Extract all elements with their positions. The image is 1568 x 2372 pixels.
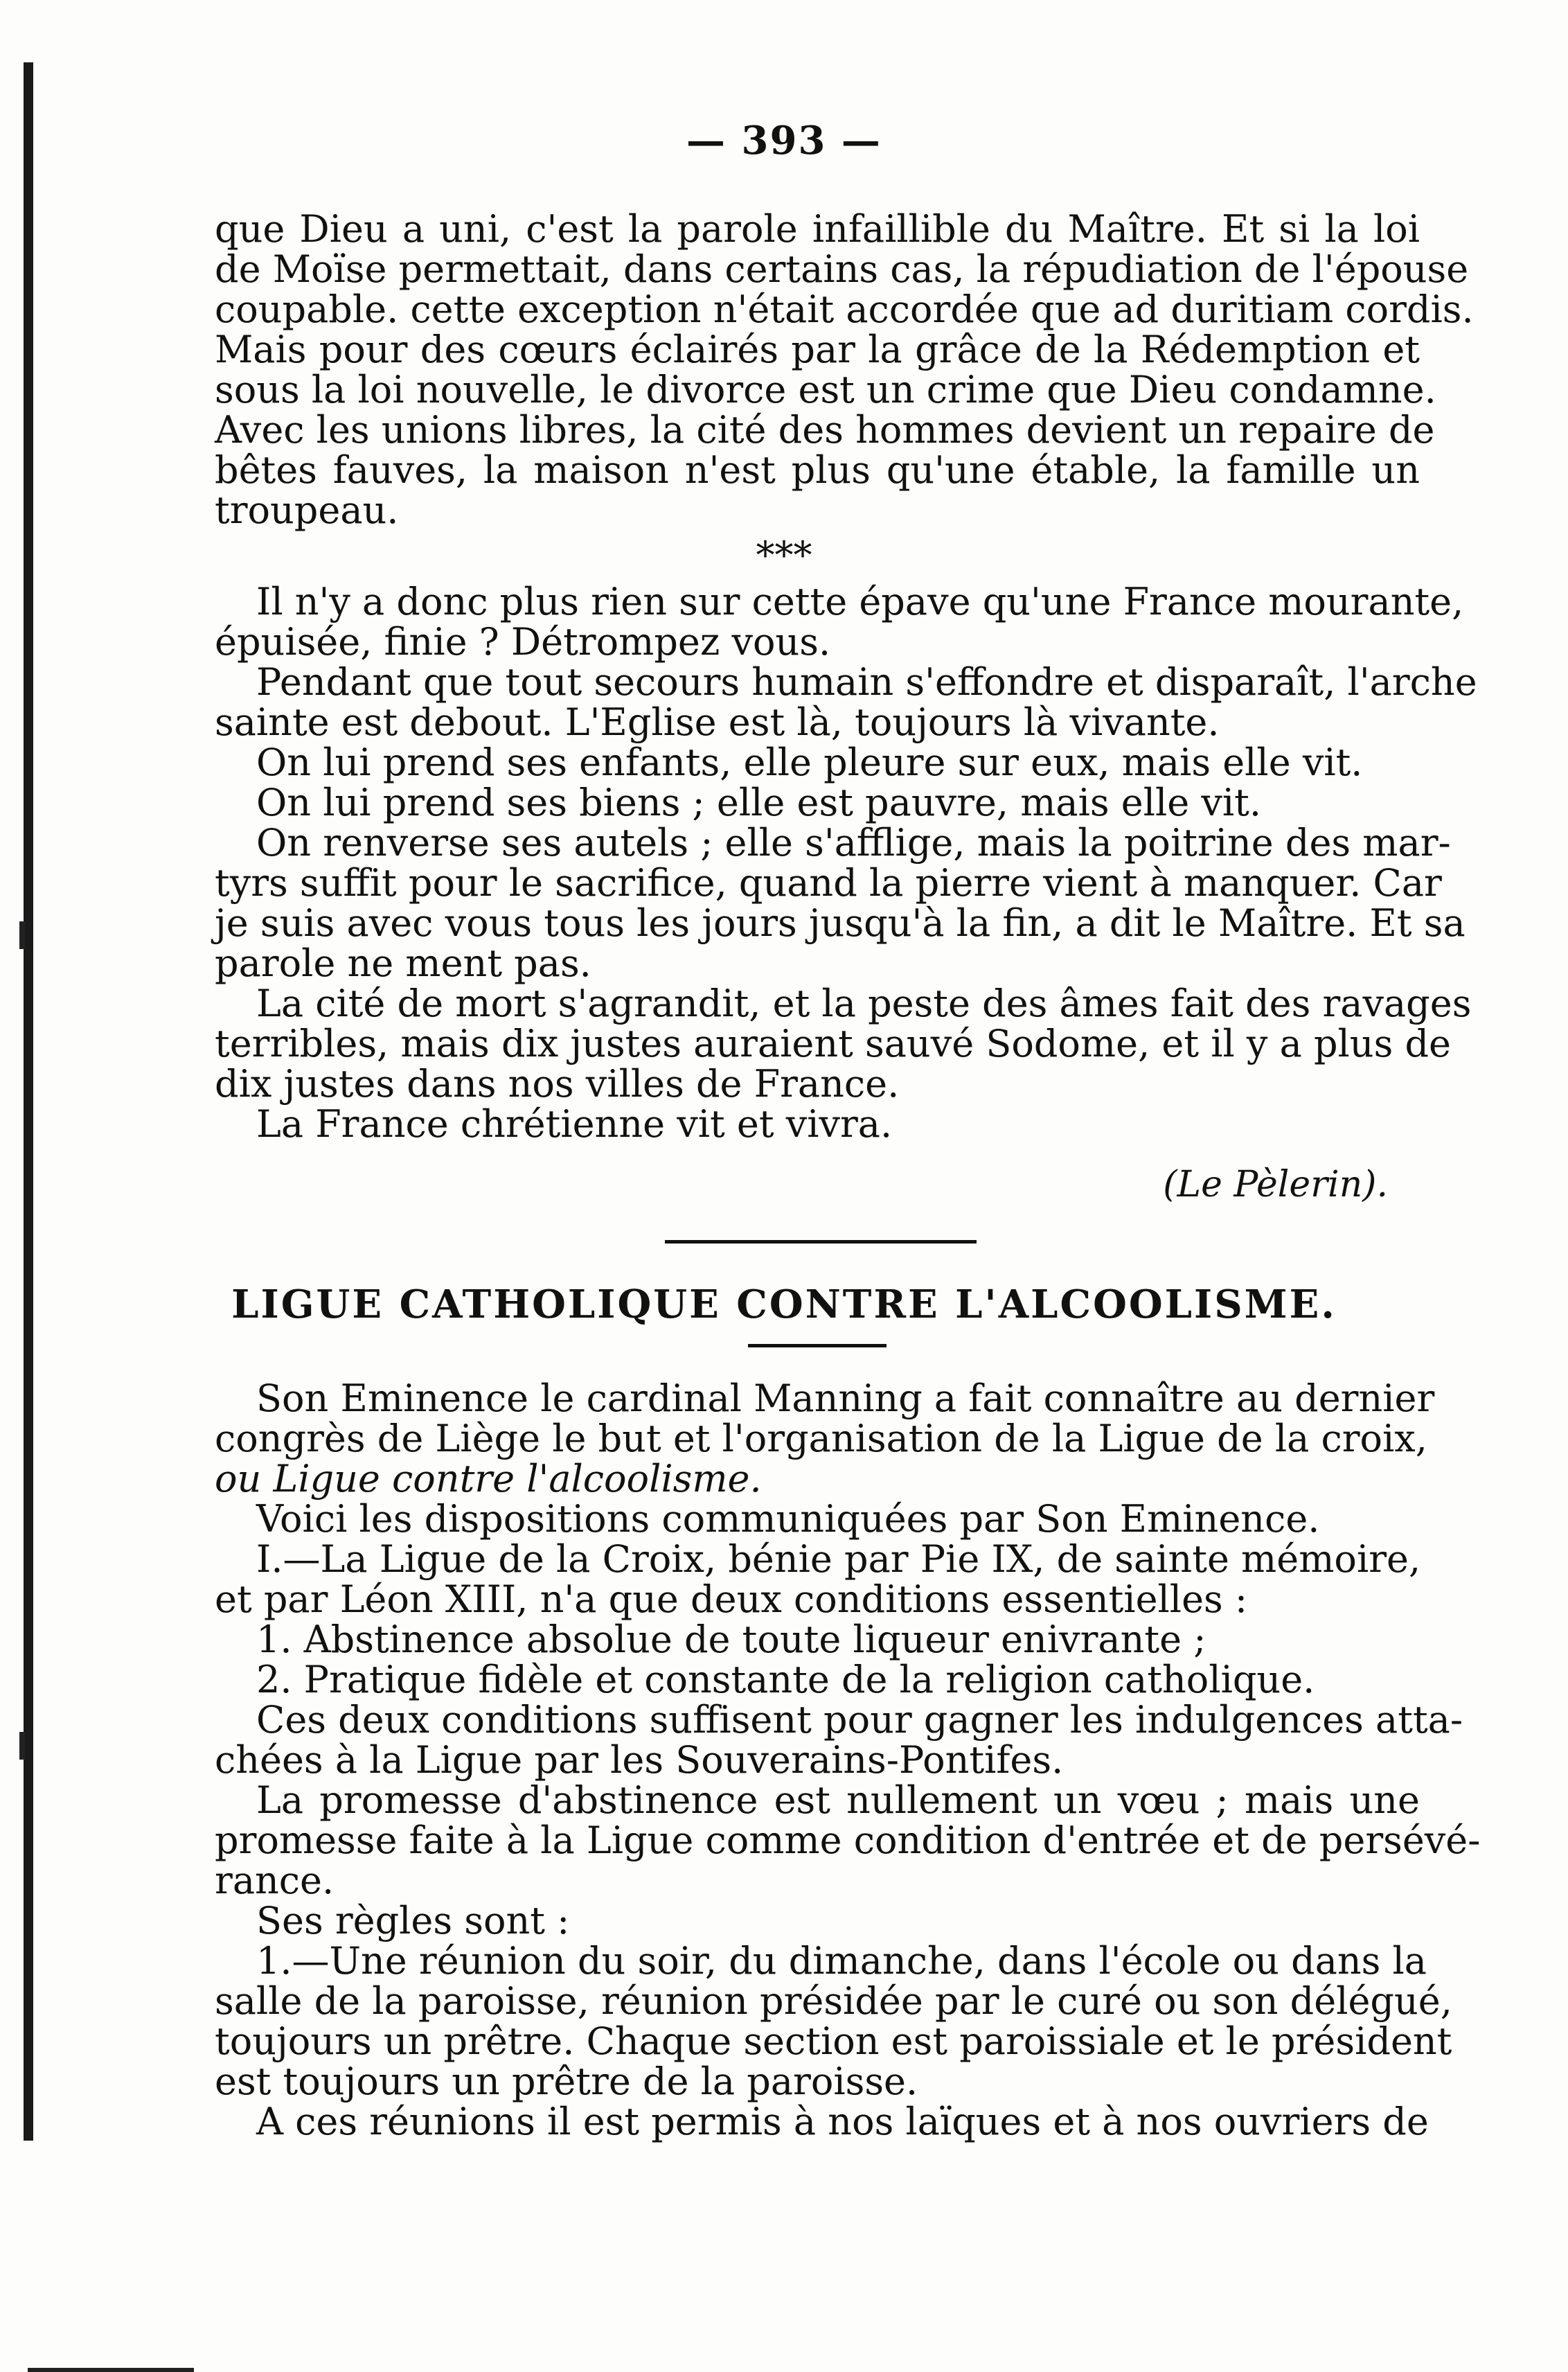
text-line: A ces réunions il est permis à nos laïques et à nos ouvriers de bbox=[256, 2100, 1429, 2143]
text-line: est toujours un prêtre de la paroisse. bbox=[215, 2060, 918, 2103]
text-line: de Moïse permettait, dans certains cas, la répudiation de l'épouse bbox=[215, 247, 1469, 291]
margin-mark bbox=[19, 1732, 25, 1760]
text-line: On lui prend ses enfants, elle pleure sur eux, mais elle vit. bbox=[256, 741, 1363, 784]
text-line: Mais pour des cœurs éclairés par la grâce de la Rédemption et bbox=[215, 328, 1420, 371]
text-line: ou Ligue contre l'alcoolisme. bbox=[215, 1457, 762, 1501]
text-line: Pendant que tout secours humain s'effondre et disparaît, l'arche bbox=[256, 660, 1477, 704]
text-line: On lui prend ses biens ; elle est pauvre, mais elle vit. bbox=[256, 781, 1262, 824]
page-number: — 393 — bbox=[686, 118, 882, 163]
text-line: On renverse ses autels ; elle s'afflige, mais la poitrine des mar- bbox=[256, 821, 1451, 865]
text-line: sainte est debout. L'Eglise est là, toujours là vivante. bbox=[215, 700, 1220, 744]
text-line: Il n'y a donc plus rien sur cette épave qu'une France mourante, bbox=[256, 580, 1464, 623]
text-line: Ses règles sont : bbox=[256, 1899, 570, 1942]
margin-mark bbox=[19, 921, 25, 949]
text-line: toujours un prêtre. Chaque section est paroissiale et le président bbox=[215, 2019, 1452, 2063]
bottom-rule bbox=[28, 2368, 194, 2372]
text-line: que Dieu a uni, c'est la parole infaillible du Maître. Et si la loi bbox=[215, 207, 1420, 251]
text-line: et par Léon XIII, n'a que deux conditions essentielles : bbox=[215, 1577, 1248, 1621]
text-line: je suis avec vous tous les jours jusqu'à la fin, a dit le Maître. Et sa bbox=[215, 901, 1465, 945]
text-line: dix justes dans nos villes de France. bbox=[215, 1062, 900, 1106]
text-line: La promesse d'abstinence est nullement un vœu ; mais une bbox=[256, 1778, 1420, 1822]
text-line: 1.—Une réunion du soir, du dimanche, dans l'école ou dans la bbox=[256, 1939, 1427, 1983]
paragraph-france bbox=[215, 580, 1477, 1146]
section-divider bbox=[665, 1240, 977, 1243]
text-line: tyrs suffit pour le sacrifice, quand la pierre vient à manquer. Car bbox=[215, 861, 1442, 905]
text-line: promesse faite à la Ligue comme condition d'entrée et de persévé- bbox=[215, 1818, 1481, 1862]
text-line: I.—La Ligue de la Croix, bénie par Pie IX, de sainte mémoire, bbox=[256, 1537, 1421, 1581]
text-line: Voici les dispositions communiquées par Son Eminence. bbox=[256, 1497, 1320, 1541]
binding-edge bbox=[24, 62, 33, 2141]
source-citation: (Le Pèlerin). bbox=[1163, 1164, 1388, 1205]
text-line: coupable. cette exception n'était accordée que ad duritiam cordis. bbox=[215, 287, 1474, 331]
heading-underline bbox=[748, 1344, 887, 1347]
text-line: Ces deux conditions suffisent pour gagner les indulgences atta- bbox=[256, 1698, 1463, 1742]
paragraph-divorce bbox=[215, 207, 1474, 532]
text-line: La cité de mort s'agrandit, et la peste des âmes fait des ravages bbox=[256, 982, 1472, 1025]
text-line: épuisée, finie ? Détrompez vous. bbox=[215, 620, 831, 664]
text-line: parole ne ment pas. bbox=[215, 941, 591, 985]
section-heading: LIGUE CATHOLIQUE CONTRE L'ALCOOLISME. bbox=[231, 1282, 1337, 1327]
text-line: chées à la Ligue par les Souverains-Pontifes. bbox=[215, 1738, 1064, 1782]
asterism-divider: *** bbox=[756, 533, 812, 577]
text-line: troupeau. bbox=[215, 488, 399, 532]
text-line: 1. Abstinence absolue de toute liqueur enivrante ; bbox=[256, 1618, 1206, 1661]
text-line: bêtes fauves, la maison n'est plus qu'une étable, la famille un bbox=[215, 448, 1420, 492]
text-line: Son Eminence le cardinal Manning a fait connaître au dernier bbox=[256, 1377, 1435, 1420]
paragraph-ligue bbox=[215, 1377, 1481, 2143]
text-line: Avec les unions libres, la cité des hommes devient un repaire de bbox=[215, 408, 1435, 452]
text-line: sous la loi nouvelle, le divorce est un crime que Dieu condamne. bbox=[215, 368, 1436, 411]
text-line: terribles, mais dix justes auraient sauvé Sodome, et il y a plus de bbox=[215, 1022, 1451, 1065]
text-line: La France chrétienne vit et vivra. bbox=[256, 1102, 893, 1146]
text-line: salle de la paroisse, réunion présidée par le curé ou son délégué, bbox=[215, 1979, 1452, 2023]
text-line: 2. Pratique fidèle et constante de la religion catholique. bbox=[256, 1658, 1315, 1701]
text-line: congrès de Liège le but et l'organisation de la Ligue de la croix, bbox=[215, 1417, 1427, 1460]
text-line: rance. bbox=[215, 1859, 335, 1902]
